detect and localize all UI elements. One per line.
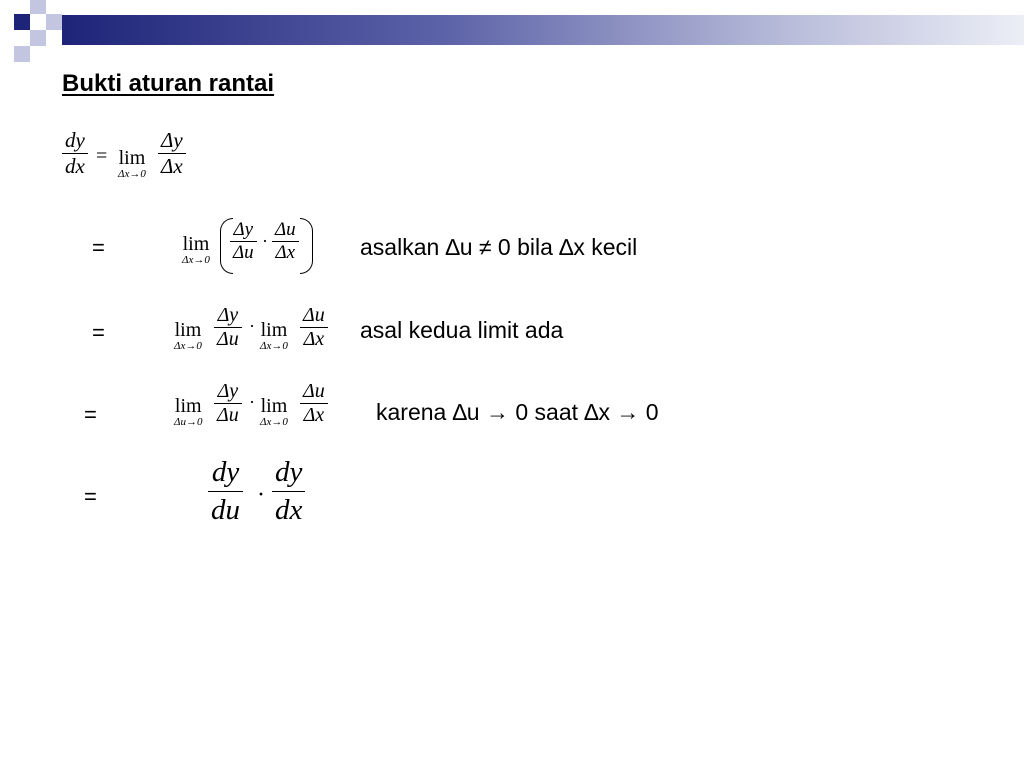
step4-formula: dy du · dy dx: [208, 456, 328, 546]
equals-sign: =: [84, 402, 97, 427]
equals-sign: =: [92, 320, 105, 345]
corner-square: [14, 14, 30, 30]
corner-square: [30, 30, 46, 46]
condition-text: asal kedua limit ada: [360, 317, 564, 343]
step3-formula: lim Δu→0 Δy Δu · lim Δx→0 Δu Δx: [174, 378, 344, 440]
fraction-delta-y-delta-u: Δy Δu: [214, 304, 242, 351]
condition-text: asalkan ∆u ≠ 0 bila ∆x kecil: [360, 234, 638, 260]
equals-sign: =: [92, 235, 105, 260]
slide-title: Bukti aturan rantai: [62, 70, 275, 97]
step1-formula: lim Δx→0 Δy Δu · Δu Δx: [182, 216, 332, 278]
fraction-delta-y-delta-u: Δy Δu: [230, 219, 257, 264]
fraction-delta-u-delta-x: Δu Δx: [300, 304, 328, 351]
limit-operator: lim Δx→0: [260, 319, 288, 352]
fraction-dy-dx: dy dx: [272, 456, 305, 527]
condition-text: karena ∆u → 0 saat ∆x → 0: [376, 399, 659, 425]
fraction-delta-u-delta-x: Δu Δx: [300, 380, 328, 427]
corner-square: [46, 14, 62, 30]
corner-square: [14, 46, 30, 62]
fraction-delta-y-delta-x: Δy Δx: [158, 128, 186, 179]
definition-formula: dy dx = lim Δx→0 Δy Δx: [62, 128, 202, 190]
limit-operator: lim Δu→0: [174, 395, 203, 428]
step2-formula: lim Δx→0 Δy Δu · lim Δx→0 Δu Δx: [174, 302, 344, 364]
fraction-dy-du: dy du: [208, 456, 243, 527]
limit-operator: lim Δx→0: [118, 147, 146, 180]
fraction-delta-u-delta-x: Δu Δx: [272, 219, 299, 264]
limit-operator: lim Δx→0: [182, 233, 210, 266]
fraction-delta-y-delta-u: Δy Δu: [214, 380, 242, 427]
corner-square: [30, 0, 46, 14]
limit-operator: lim Δx→0: [260, 395, 288, 428]
limit-operator: lim Δx→0: [174, 319, 202, 352]
fraction-dy-dx: dy dx: [62, 128, 88, 179]
equals-sign: =: [84, 484, 97, 509]
top-gradient-bar: [62, 15, 1024, 45]
